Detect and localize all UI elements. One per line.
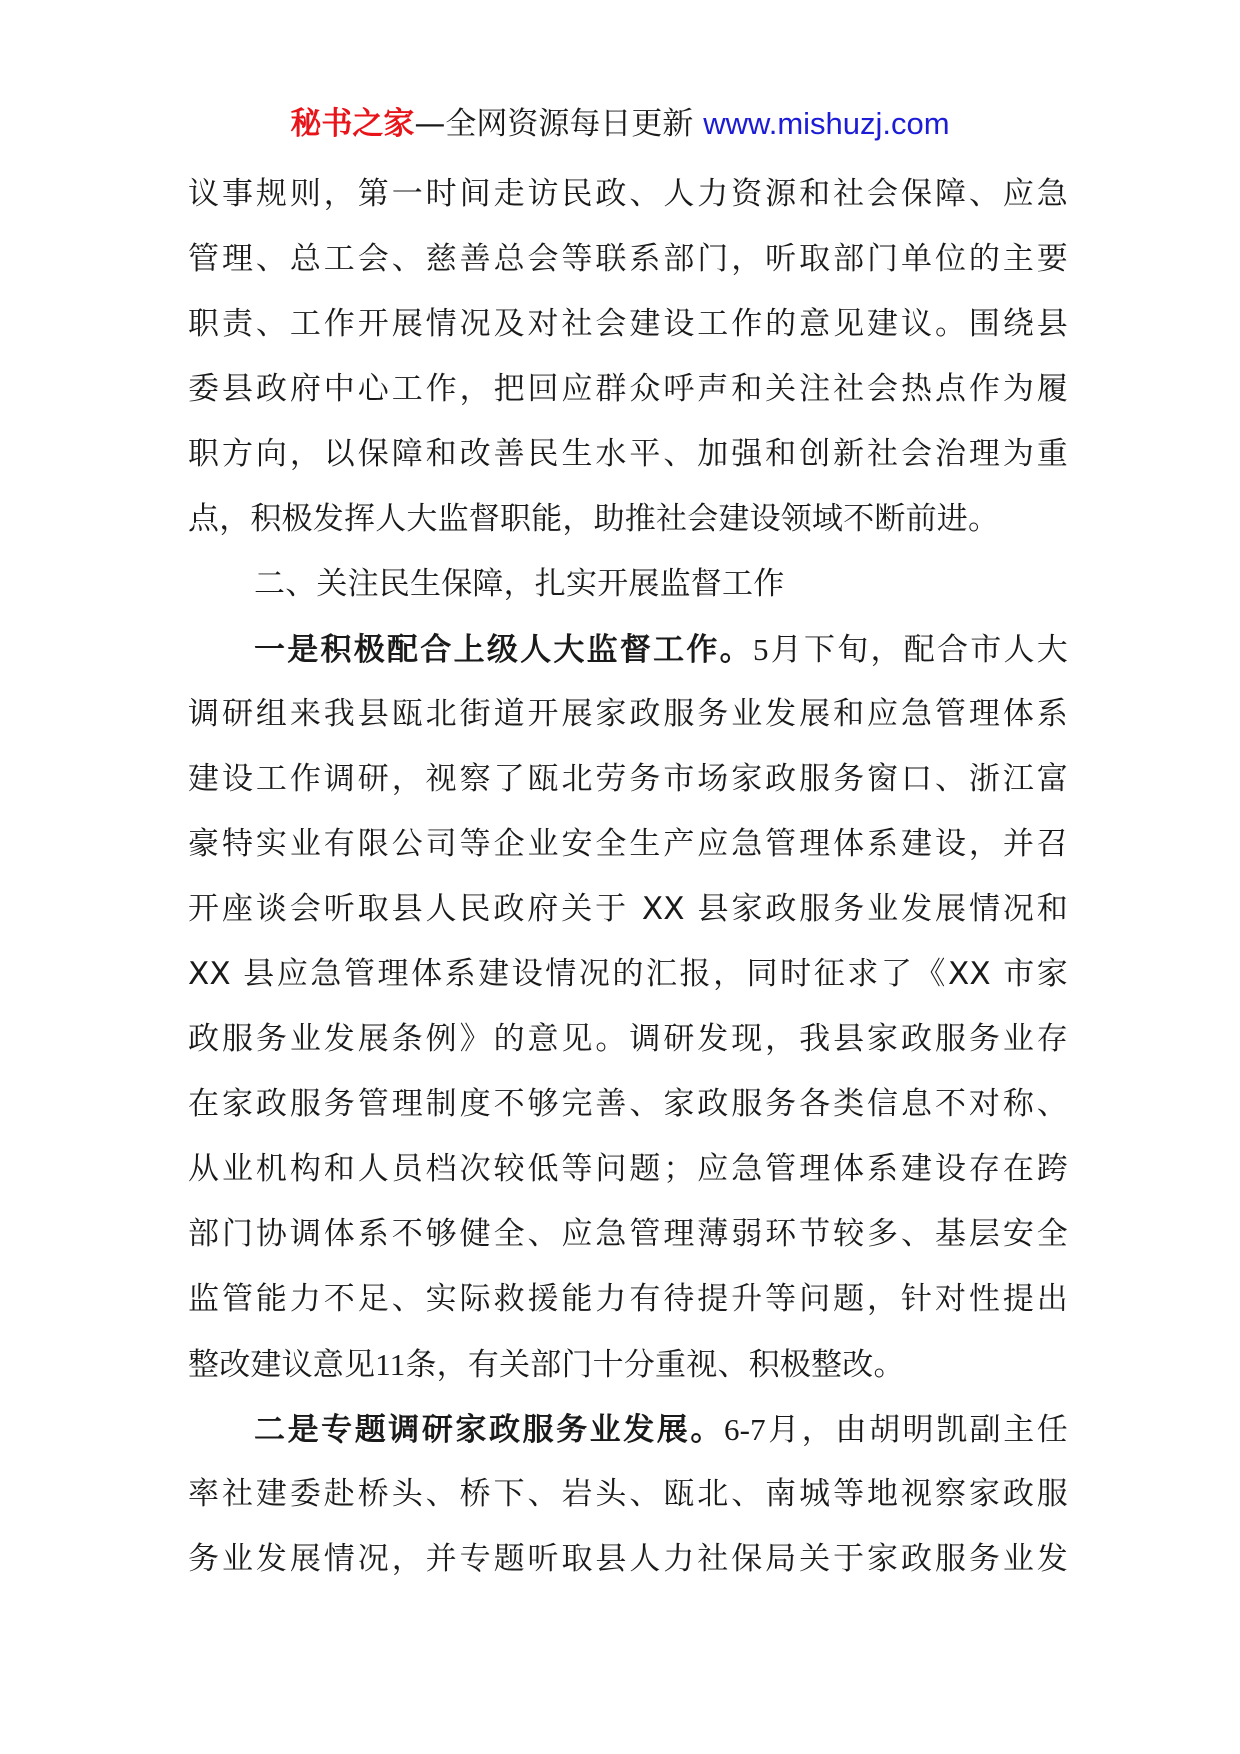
- item-number: 5: [752, 632, 769, 667]
- text-line: [188, 1397, 1068, 1462]
- text-line: 建设工作调研，视察了瓯北劳务市场家政服务窗口、浙江富: [188, 761, 1068, 797]
- site-url-link[interactable]: www.mishuzj.com: [703, 106, 950, 141]
- text-line: [188, 617, 1068, 682]
- item-number: 6-7: [723, 1412, 766, 1447]
- item-lead-bold: 一是积极配合上级人大监督工作。: [254, 632, 753, 668]
- item-text: 月下旬，配合市人大: [768, 632, 1068, 668]
- text-line: 职方向，以保障和改善民生水平、加强和创新社会治理为重: [188, 436, 1068, 472]
- item-text: 月，由胡明凯副主任: [765, 1412, 1068, 1448]
- text-line: 务业发展情况，并专题听取县人力社保局关于家政服务业发: [188, 1541, 1068, 1577]
- paragraph-item-1: [188, 617, 1068, 1397]
- site-tagline: —全网资源每日更新: [414, 106, 704, 142]
- item-text: 条，有关部门十分重视、积极整改。: [405, 1347, 905, 1383]
- text-line: XX 县应急管理体系建设情况的汇报，同时征求了《XX 市家: [188, 956, 1068, 992]
- paragraph-item-2: [188, 1397, 1068, 1592]
- text-line: 委县政府中心工作，把回应群众呼声和关注社会热点作为履: [188, 371, 1068, 407]
- text-line: 豪特实业有限公司等企业安全生产应急管理体系建设，并召: [188, 826, 1068, 862]
- item-text: 整改建议意见: [188, 1347, 376, 1383]
- text-line: [188, 1332, 1068, 1397]
- text-line: 政服务业发展条例》的意见。调研发现，我县家政服务业存: [188, 1021, 1068, 1057]
- text-line: 部门协调体系不够健全、应急管理薄弱环节较多、基层安全: [188, 1216, 1068, 1252]
- text-line: 监管能力不足、实际救援能力有待提升等问题，针对性提出: [188, 1281, 1068, 1317]
- text-line: 职责、工作开展情况及对社会建设工作的意见建议。围绕县: [188, 306, 1068, 342]
- item-number: 11: [375, 1347, 406, 1382]
- site-brand: 秘书之家: [290, 106, 415, 142]
- text-line: 议事规则，第一时间走访民政、人力资源和社会保障、应急: [188, 176, 1068, 212]
- text-line: 调研组来我县瓯北街道开展家政服务业发展和应急管理体系: [188, 696, 1068, 732]
- text-line: 点，积极发挥人大监督职能，助推社会建设领域不断前进。: [188, 501, 1000, 537]
- document-body: [188, 162, 1068, 1592]
- text-line: 从业机构和人员档次较低等问题；应急管理体系建设存在跨: [188, 1151, 1068, 1187]
- text-line: 在家政服务管理制度不够完善、家政服务各类信息不对称、: [188, 1086, 1068, 1122]
- section-heading: 二、关注民生保障，扎实开展监督工作: [254, 566, 785, 602]
- text-line: 率社建委赴桥头、桥下、岩头、瓯北、南城等地视察家政服: [188, 1476, 1068, 1512]
- text-line: 开座谈会听取县人民政府关于 XX 县家政服务业发展情况和: [188, 891, 1068, 927]
- text-line: 管理、总工会、慈善总会等联系部门，听取部门单位的主要: [188, 241, 1068, 277]
- site-header: [0, 104, 1240, 144]
- item-lead-bold: 二是专题调研家政服务业发展。: [254, 1412, 724, 1448]
- paragraph-intro: [188, 162, 1068, 552]
